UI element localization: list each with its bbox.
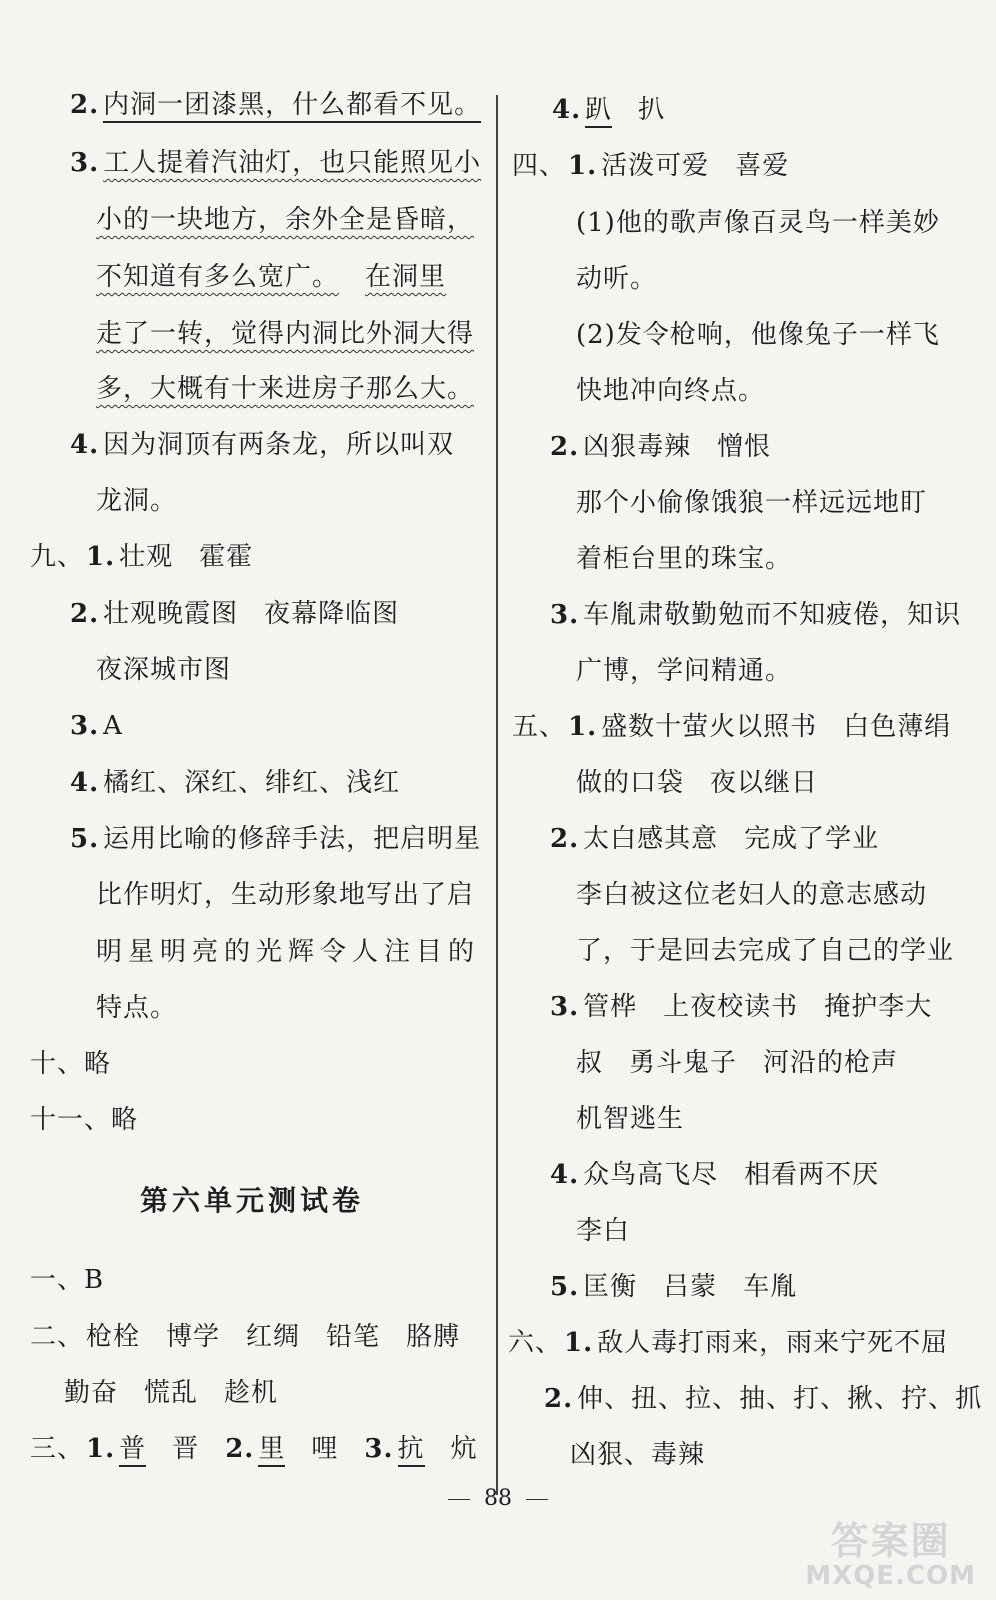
answer-text: 小的一块地方，余外全是昏暗， (96, 205, 475, 235)
answer-word: 博学 (166, 1322, 221, 1352)
section-number: 六、 (508, 1328, 563, 1358)
answer-char: 晋 (172, 1434, 200, 1464)
answer-word: 勤奋 (64, 1378, 119, 1408)
watermark-url: MXQE.COM (805, 1561, 976, 1591)
answer-text: 做的口袋 (576, 768, 685, 798)
answer-text: 不知道有多么宽广。 (96, 262, 340, 292)
answer-line (30, 1263, 104, 1297)
answer-text: 特点。 (96, 993, 178, 1023)
answer-line (96, 484, 177, 518)
answer-line (550, 598, 961, 632)
item-number: 2. (225, 1434, 255, 1464)
item-number: 4. (552, 95, 582, 125)
answer-line (30, 1432, 478, 1466)
answer-text: 快地冲向终点。 (576, 376, 766, 406)
answer-text: 在洞里 (365, 262, 447, 292)
section-number: 二、 (30, 1322, 85, 1352)
answer-line (96, 260, 446, 294)
answer-line (30, 1047, 111, 1081)
answer-line (96, 935, 480, 969)
answer-text: 霍霍 (199, 542, 254, 572)
answer-text: 活泼可爱 (601, 151, 710, 181)
answer-text: 盛数十萤火以照书 (601, 712, 818, 742)
answer-text: 太白感其意 (583, 824, 719, 854)
answer-char: 普 (119, 1434, 146, 1467)
answer-text: 夜以继日 (710, 768, 819, 798)
section-number: 五、 (512, 712, 567, 742)
answer-text: 壮观 (119, 542, 174, 572)
answer-line (576, 318, 940, 352)
answer-line (550, 430, 771, 464)
page-number: 88 (484, 1486, 512, 1511)
answer-text: 相看两不厌 (744, 1160, 880, 1190)
answer-line (508, 1326, 948, 1360)
answer-text: 工人提着汽油灯，也只能照见小 (103, 148, 482, 178)
answer-line (30, 540, 253, 574)
answer-text: 因为洞顶有两条龙，所以叫双 (103, 430, 455, 460)
answer-text: 明星明亮的光辉令人注目的 (96, 937, 481, 967)
item-number: 1. (564, 1328, 594, 1358)
answer-word: 铅笔 (326, 1322, 381, 1352)
answer-text: 夜深城市图 (96, 655, 232, 685)
answer-text: 机智逃生 (576, 1104, 685, 1134)
item-number: 1. (568, 151, 598, 181)
item-number: 3. (550, 992, 580, 1022)
answer-line (70, 88, 481, 122)
answer-char: 哩 (311, 1434, 339, 1464)
answer-text: 河沿的枪声 (763, 1048, 899, 1078)
answer-line (576, 878, 927, 912)
item-number: 4. (70, 430, 100, 460)
item-number: 3. (364, 1434, 394, 1464)
answer-line (576, 206, 940, 240)
answer-line (576, 934, 954, 968)
answer-line (96, 372, 474, 406)
site-watermark (805, 1510, 976, 1591)
answer-text: 管桦 (583, 992, 638, 1022)
answer-text: 敌人毒打雨来，雨来宁死不屈 (597, 1328, 949, 1358)
answer-text: 橘红、深红、绯红、浅红 (103, 768, 401, 798)
answer-text: (1)他的歌声像百灵鸟一样美妙 (576, 208, 940, 238)
answer-line (64, 1376, 278, 1410)
answer-line (70, 709, 123, 743)
answer-line (576, 262, 657, 296)
answer-text: 众鸟高飞尽 (583, 1160, 719, 1190)
answer-text: 叔 (576, 1048, 604, 1078)
footer-dash (526, 1499, 548, 1500)
item-number: 3. (70, 711, 100, 741)
answer-text: 勇斗鬼子 (629, 1048, 738, 1078)
answer-text: 伸、扭、拉、抽、打、揪、拧、抓 (577, 1384, 983, 1414)
answer-text: 壮观晚霞图 (103, 599, 239, 629)
answer-char: 趴 (585, 95, 612, 128)
column-divider (496, 95, 498, 1495)
section-number: 三、 (30, 1434, 85, 1464)
answer-line (70, 766, 400, 800)
answer-word: 红绸 (246, 1322, 301, 1352)
section-number: 四、 (512, 151, 567, 181)
answer-text: 内洞一团漆黑，什么都看不见。 (103, 90, 481, 123)
item-number: 2. (70, 90, 100, 120)
answer-word: 胳膊 (406, 1322, 461, 1352)
answer-text: A (103, 711, 123, 741)
answer-line (576, 1102, 684, 1136)
item-number: 1. (568, 712, 598, 742)
item-number: 4. (550, 1160, 580, 1190)
answer-text: 完成了学业 (744, 824, 880, 854)
answer-text: 喜爱 (735, 151, 790, 181)
answer-word: 慌乱 (144, 1378, 199, 1408)
answer-text: 一、B (30, 1265, 105, 1295)
answer-line (570, 1438, 705, 1472)
answer-text: 上夜校读书 (663, 992, 799, 1022)
item-number: 4. (70, 768, 100, 798)
answer-line (96, 878, 474, 912)
answer-char: 里 (258, 1434, 285, 1467)
answer-line (550, 822, 879, 856)
answer-line (576, 486, 927, 520)
answer-line (550, 1270, 797, 1304)
answer-line (70, 428, 454, 462)
answer-line (96, 991, 177, 1025)
answer-text: 车胤 (743, 1272, 798, 1302)
answer-text: 那个小偷像饿狼一样远远地盯 (576, 488, 928, 518)
footer-dash (448, 1499, 470, 1500)
answer-line (70, 822, 481, 856)
answer-line (96, 203, 474, 237)
answer-text: 动听。 (576, 264, 658, 294)
answer-char: 抗 (398, 1434, 425, 1467)
answer-text: 比作明灯，生动形象地写出了启 (96, 880, 475, 910)
answer-line (96, 317, 474, 351)
item-number: 3. (550, 600, 580, 630)
answer-line (512, 149, 789, 183)
answer-line (576, 654, 792, 688)
answer-text: 夜幕降临图 (264, 599, 400, 629)
item-number: 1. (86, 542, 116, 572)
answer-text: (2)发令枪响，他像兔子一样飞 (576, 320, 940, 350)
answer-word: 趁机 (224, 1378, 279, 1408)
answer-word: 枪栓 (86, 1322, 141, 1352)
answer-text: 龙洞。 (96, 486, 178, 516)
answer-text: 车胤肃敬勤勉而不知疲倦，知识 (583, 600, 962, 630)
answer-text: 十一、略 (30, 1105, 139, 1135)
answer-line (512, 710, 951, 744)
item-number: 2. (550, 824, 580, 854)
answer-line (30, 1320, 460, 1354)
answer-text: 匡衡 (583, 1272, 638, 1302)
answer-text: 李白被这位老妇人的意志感动 (576, 880, 928, 910)
answer-line (70, 146, 481, 180)
item-number: 2. (550, 432, 580, 462)
item-number: 2. (70, 599, 100, 629)
answer-text: 走了一转，觉得内洞比外洞大得 (96, 319, 475, 349)
item-number: 5. (70, 824, 100, 854)
answer-text: 白色薄绢 (843, 712, 952, 742)
section-number: 九、 (30, 542, 85, 572)
answer-line (576, 1214, 630, 1248)
answer-text: 憎恨 (717, 432, 772, 462)
answer-line (96, 653, 231, 687)
answer-text: 多，大概有十来进房子那么大。 (96, 374, 475, 404)
answer-text: 广博，学问精通。 (576, 656, 793, 686)
answer-text: 运用比喻的修辞手法，把启明星 (103, 824, 482, 854)
answer-char: 扒 (638, 95, 666, 125)
answer-char: 炕 (450, 1434, 478, 1464)
answer-text: 吕蒙 (663, 1272, 718, 1302)
page-footer (0, 1486, 996, 1511)
answer-line (30, 1103, 138, 1137)
answer-text: 凶狠、毒辣 (570, 1440, 706, 1470)
answer-line (70, 597, 399, 631)
answer-line (544, 1382, 982, 1416)
answer-text: 了，于是回去完成了自己的学业 (576, 936, 955, 966)
answer-text: 凶狠毒辣 (583, 432, 692, 462)
item-number: 2. (544, 1384, 574, 1414)
answer-line (550, 990, 932, 1024)
answer-text: 十、略 (30, 1049, 112, 1079)
answer-line (576, 374, 765, 408)
answer-text: 李白 (576, 1216, 631, 1246)
item-number: 5. (550, 1272, 580, 1302)
answer-line (552, 93, 665, 127)
answer-text: 掩护李大 (824, 992, 933, 1022)
watermark-logo-text: 答案圈 (830, 1519, 951, 1563)
item-number: 1. (86, 1434, 116, 1464)
answer-line (576, 542, 792, 576)
answer-line (576, 766, 818, 800)
answer-line (550, 1158, 879, 1192)
item-number: 3. (70, 148, 100, 178)
answer-line (576, 1046, 898, 1080)
section-title: 第六单元测试卷 (140, 1184, 365, 1217)
answer-text: 着柜台里的珠宝。 (576, 544, 793, 574)
